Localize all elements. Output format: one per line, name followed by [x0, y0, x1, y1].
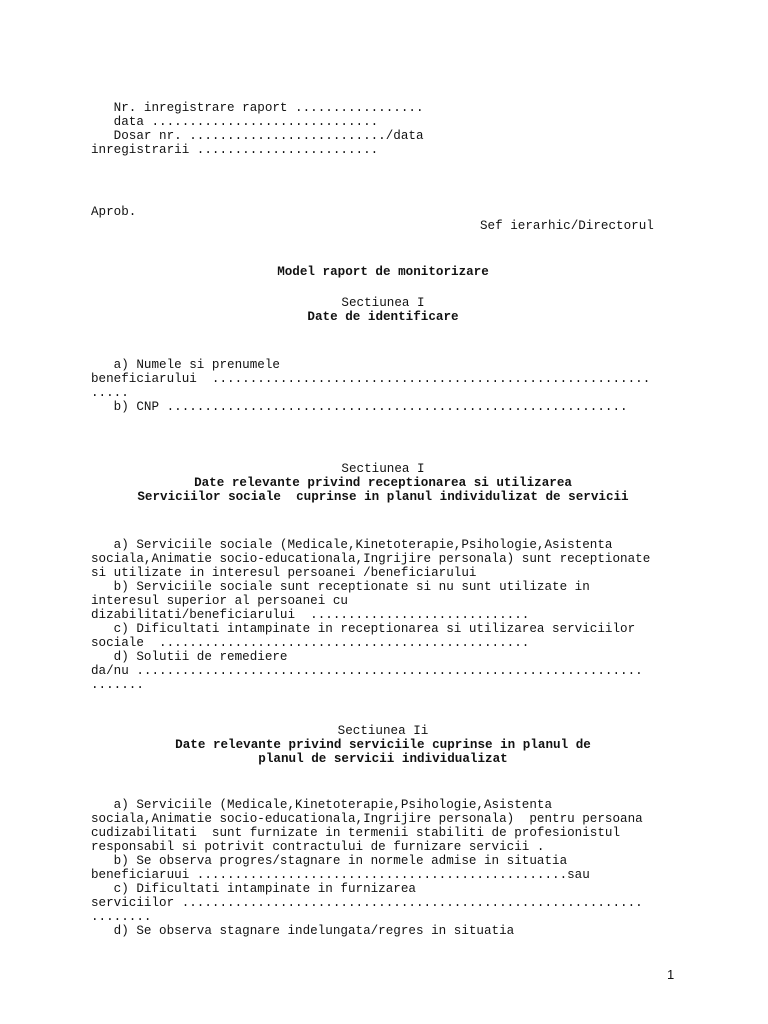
section3-line: ........: [91, 910, 152, 924]
section2-heading-1: Date relevante privind receptionarea si utilizarea: [194, 476, 572, 490]
registration-number-line: Nr. inregistrare raport .................: [91, 101, 424, 115]
section3-line: beneficiaruui .................................................sau: [91, 868, 590, 882]
section3-line: responsabil si potrivit contractului de furnizare servicii .: [91, 840, 545, 854]
section3-label: Sectiunea Ii: [337, 724, 429, 738]
section2-line: si utilizate in interesul persoanei /beneficiarului: [91, 566, 477, 580]
section2-line: interesul superior al persoanei cu: [91, 594, 348, 608]
section1-heading: Date de identificare: [307, 310, 459, 324]
section2-line: dizabilitati/beneficiarului .............................: [91, 608, 530, 622]
section3-line: a) Serviciile (Medicale,Kinetoterapie,Psihologie,Asistenta: [91, 798, 553, 812]
section2-line: c) Dificultati intampinate in receptionarea si utilizarea serviciilor: [91, 622, 636, 636]
section3-line: b) Se observa progres/stagnare in normele admise in situatia: [91, 854, 568, 868]
page-number: 1: [667, 967, 675, 982]
document-title: Model raport de monitorizare: [277, 265, 489, 279]
section3-heading-1: Date relevante privind serviciile cuprinse in planul de: [175, 738, 591, 752]
registration-date-line: inregistrarii ........................: [91, 143, 379, 157]
section2-line: .......: [91, 678, 144, 692]
section3-line: cudizabilitati sunt furnizate in termenii stabiliti de profesionistul: [91, 826, 621, 840]
section1-line: beneficiarului ..........................................................: [91, 372, 651, 386]
approval-signatory: Sef ierarhic/Directorul: [480, 219, 654, 233]
section3-line: c) Dificultati intampinate in furnizarea: [91, 882, 416, 896]
section3-line: sociala,Animatie socio-educationala,Ingrijire personala) pentru persoana: [91, 812, 643, 826]
section2-line: sociale .................................................: [91, 636, 530, 650]
section1-line: b) CNP .............................................................: [91, 400, 628, 414]
section3-heading-2: planul de servicii individualizat: [258, 752, 508, 766]
section3-line: d) Se observa stagnare indelungata/regres in situatia: [91, 924, 515, 938]
section2-line: d) Solutii de remediere: [91, 650, 288, 664]
section3-line: serviciilor .............................................................: [91, 896, 643, 910]
date-line: data ..............................: [91, 115, 379, 129]
section1-label: Sectiunea I: [341, 296, 425, 310]
approval-label: Aprob.: [91, 205, 137, 219]
section2-line: da/nu ...................................................................: [91, 664, 643, 678]
section2-label: Sectiunea I: [341, 462, 425, 476]
file-number-line: Dosar nr. ........................../data: [91, 129, 424, 143]
section2-line: a) Serviciile sociale (Medicale,Kinetoterapie,Psihologie,Asistenta: [91, 538, 613, 552]
section2-line: b) Serviciile sociale sunt receptionate si nu sunt utilizate in: [91, 580, 590, 594]
section2-line: sociala,Animatie socio-educationala,Ingrijire personala) sunt receptionate: [91, 552, 651, 566]
section1-line: a) Numele si prenumele: [91, 358, 280, 372]
section2-heading-2: Serviciilor sociale cuprinse in planul individulizat de servicii: [137, 490, 629, 504]
section1-line: .....: [91, 386, 129, 400]
